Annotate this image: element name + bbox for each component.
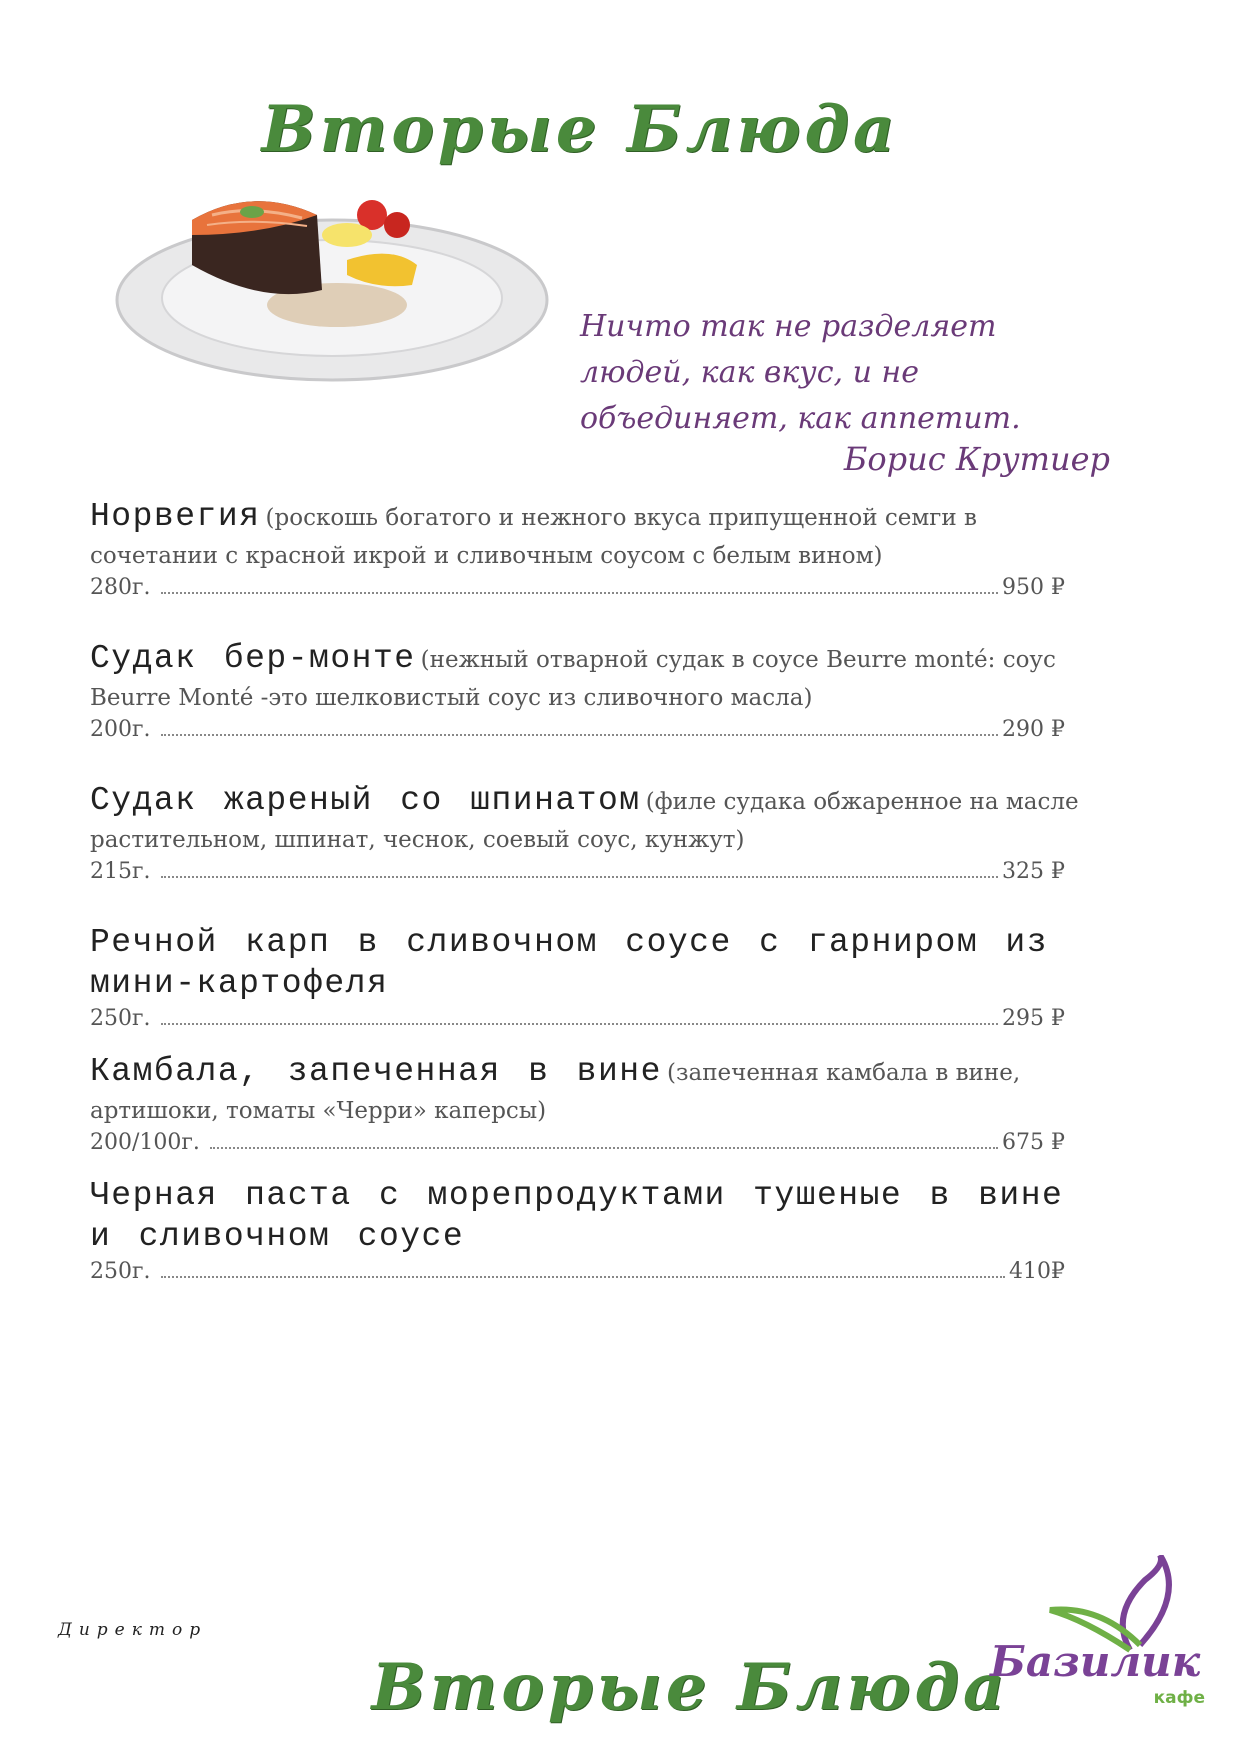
quote-author: Борис Крутиер bbox=[843, 440, 1110, 478]
quote-text: Ничто так не разделяет людей, как вкус, и не объединяет, как аппетит. bbox=[580, 309, 1021, 436]
item-weight: 250г. bbox=[90, 1006, 151, 1031]
page-title: Вторые Блюда bbox=[261, 92, 899, 167]
item-name: Камбала, запеченная в вине bbox=[90, 1053, 662, 1090]
menu-item bbox=[90, 1177, 1080, 1284]
menu-item bbox=[90, 924, 1080, 1031]
item-price: 295 ₽ bbox=[1002, 1006, 1065, 1031]
item-price: 950 ₽ bbox=[1002, 575, 1065, 600]
item-description: (филе судака обжаренное на масле растительном, шпинат, чеснок, соевый соус, кунжут) bbox=[90, 789, 1079, 853]
item-weight: 280г. bbox=[90, 575, 151, 600]
item-name: Судак жареный со шпинатом bbox=[90, 782, 641, 819]
footer-title: Вторые Блюда bbox=[371, 1650, 1009, 1725]
item-name: Черная паста с морепродуктами тушеные в вине и сливочном соусе bbox=[90, 1177, 1064, 1255]
menu-item bbox=[90, 782, 1080, 884]
dot-leader bbox=[161, 875, 999, 878]
logo-name: Базилик bbox=[990, 1637, 1201, 1686]
director-signature: Директор bbox=[58, 1620, 208, 1640]
item-weight: 200/100г. bbox=[90, 1130, 200, 1155]
item-name: Судак бер-монте bbox=[90, 640, 416, 677]
item-name: Норвегия bbox=[90, 498, 261, 535]
menu-item bbox=[90, 640, 1080, 742]
item-price: 410₽ bbox=[1009, 1259, 1065, 1284]
item-name: Речной карп в сливочном соусе с гарниром из мини-картофеля bbox=[90, 924, 1049, 1002]
menu-list bbox=[90, 498, 1080, 1284]
logo-subtitle: кафе bbox=[1153, 1688, 1205, 1708]
dot-leader bbox=[210, 1146, 998, 1149]
item-weight: 200г. bbox=[90, 717, 151, 742]
dot-leader bbox=[161, 591, 999, 594]
cafe-logo bbox=[990, 1555, 1210, 1725]
dot-leader bbox=[161, 1022, 999, 1025]
item-price: 675 ₽ bbox=[1002, 1130, 1065, 1155]
item-price: 290 ₽ bbox=[1002, 717, 1065, 742]
item-description: (нежный отварной судак в соусе Beurre monté: соус Beurre Monté -это шелковистый соус из сливочного масла) bbox=[90, 647, 1056, 711]
item-weight: 250г. bbox=[90, 1259, 151, 1284]
menu-item bbox=[90, 498, 1080, 600]
item-description: (роскошь богатого и нежного вкуса припущенной семги в сочетании с красной икрой и сливочным соусом с белым вином) bbox=[90, 505, 977, 569]
menu-item bbox=[90, 1053, 1080, 1155]
item-price: 325 ₽ bbox=[1002, 859, 1065, 884]
dot-leader bbox=[161, 733, 999, 736]
item-description: (запеченная камбала в вине, артишоки, томаты «Черри» каперсы) bbox=[90, 1060, 1021, 1124]
fish-plate-illustration bbox=[112, 190, 552, 390]
dot-leader bbox=[161, 1275, 1005, 1278]
item-weight: 215г. bbox=[90, 859, 151, 884]
